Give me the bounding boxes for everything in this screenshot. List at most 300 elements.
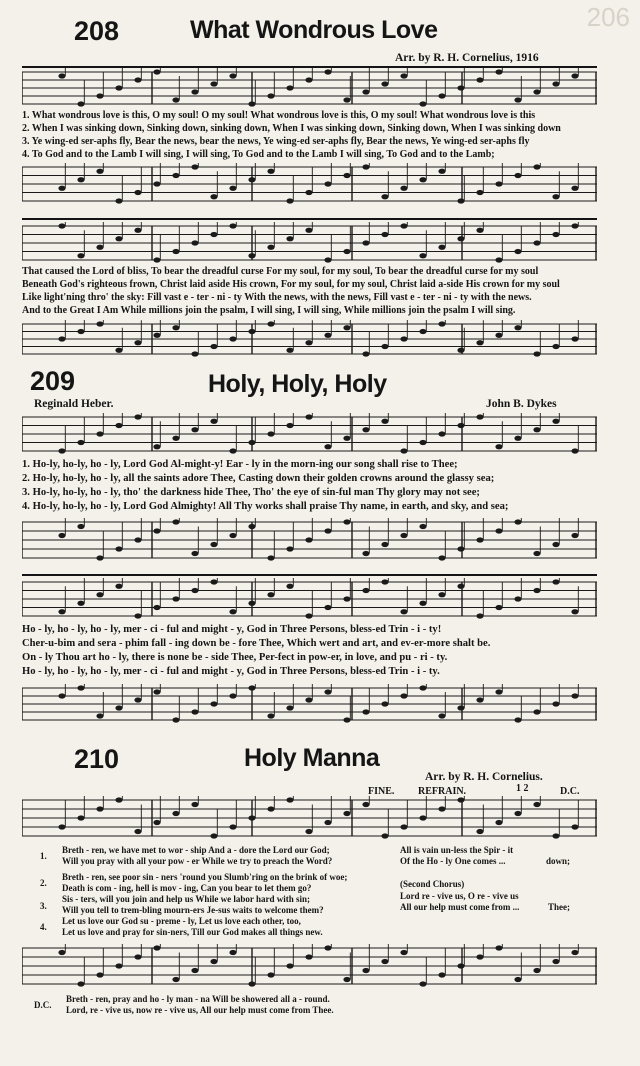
note-head [514, 173, 521, 178]
note-head [134, 537, 141, 542]
note-head [552, 579, 559, 584]
note-head [77, 177, 84, 182]
note-head [438, 713, 445, 718]
note-head [533, 240, 540, 245]
note-head [172, 717, 179, 722]
note-head [400, 73, 407, 78]
note-head [248, 440, 255, 445]
music-staff [22, 413, 597, 455]
note-head [571, 448, 578, 453]
staff-lines [22, 944, 597, 988]
note-head [552, 419, 559, 424]
note-head [248, 329, 255, 334]
note-head [172, 249, 179, 254]
note-head [96, 431, 103, 436]
note-head [552, 81, 559, 86]
note-head [96, 555, 103, 560]
note-head [571, 609, 578, 614]
note-head [267, 592, 274, 597]
note-head [514, 519, 521, 524]
music-staff [22, 68, 597, 108]
note-head [571, 824, 578, 829]
note-head [514, 596, 521, 601]
note-head [229, 186, 236, 191]
note-head [533, 968, 540, 973]
stanza-number: 4. [40, 922, 47, 932]
note-head [324, 605, 331, 610]
note-head [191, 240, 198, 245]
note-head [153, 181, 160, 186]
note-head [438, 806, 445, 811]
note-head [552, 959, 559, 964]
verse-line: Sis - ters, will you join and help us While we labor hard with sin; [62, 894, 310, 904]
note-head [229, 533, 236, 538]
hymn-title: Holy Manna [244, 744, 380, 772]
note-head [134, 954, 141, 959]
note-head [457, 348, 464, 353]
note-head [343, 519, 350, 524]
note-head [210, 833, 217, 838]
note-head [267, 806, 274, 811]
note-head [77, 601, 84, 606]
note-head [324, 444, 331, 449]
note-head [115, 348, 122, 353]
note-head [134, 77, 141, 82]
note-head [476, 829, 483, 834]
note-head [191, 427, 198, 432]
note-head [457, 236, 464, 241]
note-head [552, 701, 559, 706]
note-head [400, 824, 407, 829]
refrain-line: Of the Ho - ly One comes ... [400, 856, 506, 866]
fine-mark: FINE. [368, 786, 395, 797]
note-head [381, 833, 388, 838]
note-head [476, 537, 483, 542]
author-credit: Reginald Heber. [34, 398, 114, 410]
note-head [438, 592, 445, 597]
note-head [115, 236, 122, 241]
note-head [191, 968, 198, 973]
note-head [571, 336, 578, 341]
note-head [400, 448, 407, 453]
note-head [305, 613, 312, 618]
note-head [476, 954, 483, 959]
note-head [134, 697, 141, 702]
staff-lines [22, 796, 597, 840]
note-head [419, 524, 426, 529]
note-head [343, 436, 350, 441]
note-head [115, 705, 122, 710]
note-head [286, 705, 293, 710]
verse-line: 4. To God and to the Lamb I will sing, I will sing, To God and to the Lamb I will sing, To God and to the Lamb; [22, 149, 495, 160]
note-head [248, 601, 255, 606]
staff-lines [22, 68, 597, 108]
note-head [533, 802, 540, 807]
note-head [58, 533, 65, 538]
note-head [514, 717, 521, 722]
note-head [248, 685, 255, 690]
note-head [286, 236, 293, 241]
section-rule [22, 574, 597, 576]
note-head [438, 321, 445, 326]
note-head [400, 186, 407, 191]
note-head [267, 713, 274, 718]
note-head [457, 584, 464, 589]
verse-line: Like light'ning thro' the sky: Fill vast e - ter - ni - ty With the news, with the news, Fill vast e - ter - ni - ty with the news. [22, 292, 532, 303]
note-head [229, 824, 236, 829]
note-head [96, 713, 103, 718]
note-head [248, 981, 255, 986]
note-head [457, 546, 464, 551]
verse-line: Cher-u-bim and sera - phim fall - ing down be - fore Thee, Which wert and art, and ev-er-more shalt be. [22, 638, 491, 649]
stanza-number: 3. [40, 901, 47, 911]
note-head [381, 579, 388, 584]
note-head [400, 609, 407, 614]
note-head [343, 249, 350, 254]
note-head [153, 605, 160, 610]
note-head [210, 344, 217, 349]
note-head [381, 194, 388, 199]
note-head [381, 232, 388, 237]
note-head [419, 981, 426, 986]
note-head [324, 689, 331, 694]
note-head [381, 701, 388, 706]
note-head [552, 344, 559, 349]
note-head [343, 97, 350, 102]
note-head [362, 802, 369, 807]
note-head [134, 190, 141, 195]
note-head [58, 73, 65, 78]
note-head [457, 198, 464, 203]
stanza-number: 1. [40, 851, 47, 861]
note-head [96, 245, 103, 250]
note-head [153, 820, 160, 825]
note-head [191, 351, 198, 356]
note-head [305, 954, 312, 959]
arranger-credit: Arr. by R. H. Cornelius. [425, 771, 543, 783]
note-head [58, 824, 65, 829]
note-head [77, 329, 84, 334]
refrain-line: All is vain un-less the Spir - it [400, 845, 514, 855]
note-head [438, 93, 445, 98]
verse-line: Will you tell to trem-bling mourn-ers Je-sus waits to welcome them? [62, 905, 324, 915]
refrain-mark: REFRAIN. [418, 786, 467, 797]
note-head [172, 97, 179, 102]
note-head [134, 829, 141, 834]
note-head [77, 815, 84, 820]
note-head [476, 613, 483, 618]
note-head [495, 444, 502, 449]
note-head [286, 198, 293, 203]
note-head [457, 797, 464, 802]
note-head [153, 528, 160, 533]
note-head [248, 177, 255, 182]
note-head [58, 448, 65, 453]
note-head [286, 348, 293, 353]
note-head [476, 697, 483, 702]
note-head [533, 588, 540, 593]
staff-lines [22, 163, 597, 205]
note-head [229, 693, 236, 698]
note-head [77, 524, 84, 529]
note-head [58, 950, 65, 955]
note-head [514, 249, 521, 254]
note-head [476, 340, 483, 345]
note-head [514, 97, 521, 102]
note-head [96, 321, 103, 326]
note-head [552, 833, 559, 838]
note-head [210, 959, 217, 964]
note-head [172, 596, 179, 601]
note-head [58, 186, 65, 191]
note-head [58, 693, 65, 698]
note-head [286, 546, 293, 551]
note-head [419, 101, 426, 106]
note-head [343, 173, 350, 178]
note-head [514, 811, 521, 816]
note-head [495, 820, 502, 825]
note-head [476, 77, 483, 82]
refrain-line: down; [546, 856, 571, 866]
note-head [229, 448, 236, 453]
note-head [134, 613, 141, 618]
note-head [153, 444, 160, 449]
note-head [343, 717, 350, 722]
verse-line: Breth - ren, we have met to wor - ship And a - dore the Lord our God; [62, 845, 330, 855]
verse-line: 1. What wondrous love is this, O my soul! O my soul! What wondrous love is this, O my soul! What wondrous love is this [22, 110, 536, 121]
note-head [400, 693, 407, 698]
note-head [58, 223, 65, 228]
note-head [77, 685, 84, 690]
note-head [362, 351, 369, 356]
note-head [267, 321, 274, 326]
note-head [286, 85, 293, 90]
note-head [400, 336, 407, 341]
note-head [571, 223, 578, 228]
note-head [400, 223, 407, 228]
note-head [324, 945, 331, 950]
staff-lines [22, 578, 597, 620]
note-head [571, 950, 578, 955]
note-head [495, 945, 502, 950]
note-head [533, 164, 540, 169]
note-head [77, 101, 84, 106]
note-head [457, 85, 464, 90]
note-head [286, 797, 293, 802]
note-head [533, 89, 540, 94]
music-staff [22, 222, 597, 264]
stanza-number: 2. [40, 878, 47, 888]
note-head [495, 333, 502, 338]
note-head [533, 351, 540, 356]
note-head [438, 245, 445, 250]
verse-line: Let us love and pray for sin-ners, Till our God makes all things new. [62, 927, 323, 937]
note-head [438, 169, 445, 174]
note-head [495, 181, 502, 186]
refrain-line: Thee; [548, 902, 570, 912]
note-head [153, 69, 160, 74]
verse-line: 3. Ho-ly, ho-ly, ho - ly, tho' the darkness hide Thee, Tho' the eye of sin-ful man Thy glory may not see; [22, 487, 480, 498]
music-staff [22, 796, 597, 840]
note-head [324, 69, 331, 74]
note-head [457, 705, 464, 710]
note-head [305, 829, 312, 834]
note-head [419, 601, 426, 606]
note-head [77, 440, 84, 445]
note-head [191, 802, 198, 807]
note-head [533, 709, 540, 714]
note-head [552, 542, 559, 547]
note-head [419, 685, 426, 690]
verse-line: On - ly Thou art ho - ly, there is none be - side Thee, Per-fect in pow-er, in love, and pu - ri - ty. [22, 652, 448, 663]
verse-line: Breth - ren, see poor sin - ners 'round you Slumb'ring on the brink of woe; [62, 872, 348, 882]
note-head [172, 173, 179, 178]
note-head [229, 223, 236, 228]
note-head [305, 537, 312, 542]
note-head [172, 325, 179, 330]
staff-lines [22, 222, 597, 264]
note-head [153, 257, 160, 262]
note-head [514, 977, 521, 982]
verse-line: 3. Ye wing-ed ser-aphs fly, Bear the news, bear the news, Ye wing-ed ser-aphs fly, Bear the news, Ye wing-ed ser-aphs fly [22, 136, 530, 147]
note-head [362, 709, 369, 714]
note-head [495, 69, 502, 74]
bleed-through-page-number: 206 [586, 2, 630, 32]
verse-line: 2. Ho-ly, ho-ly, ho - ly, all the saints adore Thee, Casting down their golden crowns around the glassy sea; [22, 473, 495, 484]
note-head [286, 963, 293, 968]
note-head [191, 588, 198, 593]
note-head [571, 533, 578, 538]
note-head [305, 340, 312, 345]
note-head [305, 190, 312, 195]
note-head [476, 190, 483, 195]
note-head [495, 528, 502, 533]
note-head [115, 198, 122, 203]
note-head [305, 77, 312, 82]
verse-line: Beneath God's righteous frown, Christ laid aside His crown, For my soul, for my soul, Christ laid a-side His crown for my soul [22, 279, 560, 290]
note-head [153, 945, 160, 950]
dc-line: Lord, re - vive us, now re - vive us, All our help must come from Thee. [66, 1005, 334, 1015]
note-head [210, 194, 217, 199]
refrain-line: All our help must come from ... [400, 902, 520, 912]
note-head [153, 333, 160, 338]
note-head [248, 253, 255, 258]
note-head [381, 81, 388, 86]
note-head [153, 689, 160, 694]
note-head [381, 419, 388, 424]
verse-line: 2. When I was sinking down, Sinking down, sinking down, When I was sinking down, Sinking down, When I was sinking down [22, 123, 561, 134]
note-head [362, 551, 369, 556]
note-head [495, 605, 502, 610]
note-head [476, 414, 483, 419]
note-head [362, 427, 369, 432]
hymn-number: 210 [74, 744, 120, 774]
staff-lines [22, 684, 597, 724]
note-head [96, 93, 103, 98]
note-head [400, 950, 407, 955]
note-head [267, 93, 274, 98]
note-head [172, 519, 179, 524]
hymn-number: 209 [30, 366, 76, 396]
staff-lines [22, 320, 597, 358]
note-head [533, 551, 540, 556]
note-head [229, 336, 236, 341]
note-head [381, 542, 388, 547]
hymn-number: 208 [74, 16, 120, 46]
note-head [267, 972, 274, 977]
note-head [267, 245, 274, 250]
note-head [96, 806, 103, 811]
note-head [438, 972, 445, 977]
note-head [134, 414, 141, 419]
note-head [305, 414, 312, 419]
note-head [134, 228, 141, 233]
note-head [267, 431, 274, 436]
note-head [210, 542, 217, 547]
note-head [343, 596, 350, 601]
staff-lines [22, 413, 597, 455]
music-staff [22, 518, 597, 562]
note-head [172, 436, 179, 441]
note-head [324, 181, 331, 186]
note-head [229, 609, 236, 614]
note-head [115, 423, 122, 428]
note-head [191, 164, 198, 169]
verse-line: Ho - ly, ho - ly, ho - ly, mer - ci - ful and might - y, God in Three Persons, bless-ed Trin - i - ty. [22, 666, 440, 677]
note-head [419, 253, 426, 258]
note-head [305, 228, 312, 233]
note-head [514, 436, 521, 441]
note-head [552, 232, 559, 237]
music-staff [22, 944, 597, 988]
section-rule [22, 218, 597, 220]
dc-mark: D.C. [560, 786, 580, 797]
note-head [419, 815, 426, 820]
note-head [419, 177, 426, 182]
refrain-note: (Second Chorus) [400, 879, 465, 889]
music-staff [22, 578, 597, 620]
note-head [457, 963, 464, 968]
verse-line: 1. Ho-ly, ho-ly, ho - ly, Lord God Al-might-y! Ear - ly in the morn-ing our song shall rise to Thee; [22, 459, 458, 470]
note-head [552, 194, 559, 199]
note-head [115, 584, 122, 589]
note-head [571, 693, 578, 698]
dc-line: Breth - ren, pray and ho - ly man - na Will be showered all a - round. [66, 994, 330, 1004]
note-head [229, 950, 236, 955]
note-head [362, 89, 369, 94]
note-head [305, 697, 312, 702]
note-head [324, 528, 331, 533]
note-head [362, 240, 369, 245]
note-head [286, 423, 293, 428]
note-head [362, 968, 369, 973]
note-head [210, 232, 217, 237]
note-head [457, 423, 464, 428]
note-head [191, 551, 198, 556]
verse-line: That caused the Lord of bliss, To bear the dreadful curse For my soul, for my soul, To bear the dreadful curse for my soul [22, 266, 539, 277]
note-head [58, 609, 65, 614]
note-head [362, 164, 369, 169]
note-head [438, 431, 445, 436]
note-head [172, 811, 179, 816]
note-head [210, 419, 217, 424]
note-head [343, 325, 350, 330]
note-head [248, 815, 255, 820]
note-head [438, 555, 445, 560]
note-head [96, 592, 103, 597]
note-head [115, 963, 122, 968]
note-head [172, 977, 179, 982]
